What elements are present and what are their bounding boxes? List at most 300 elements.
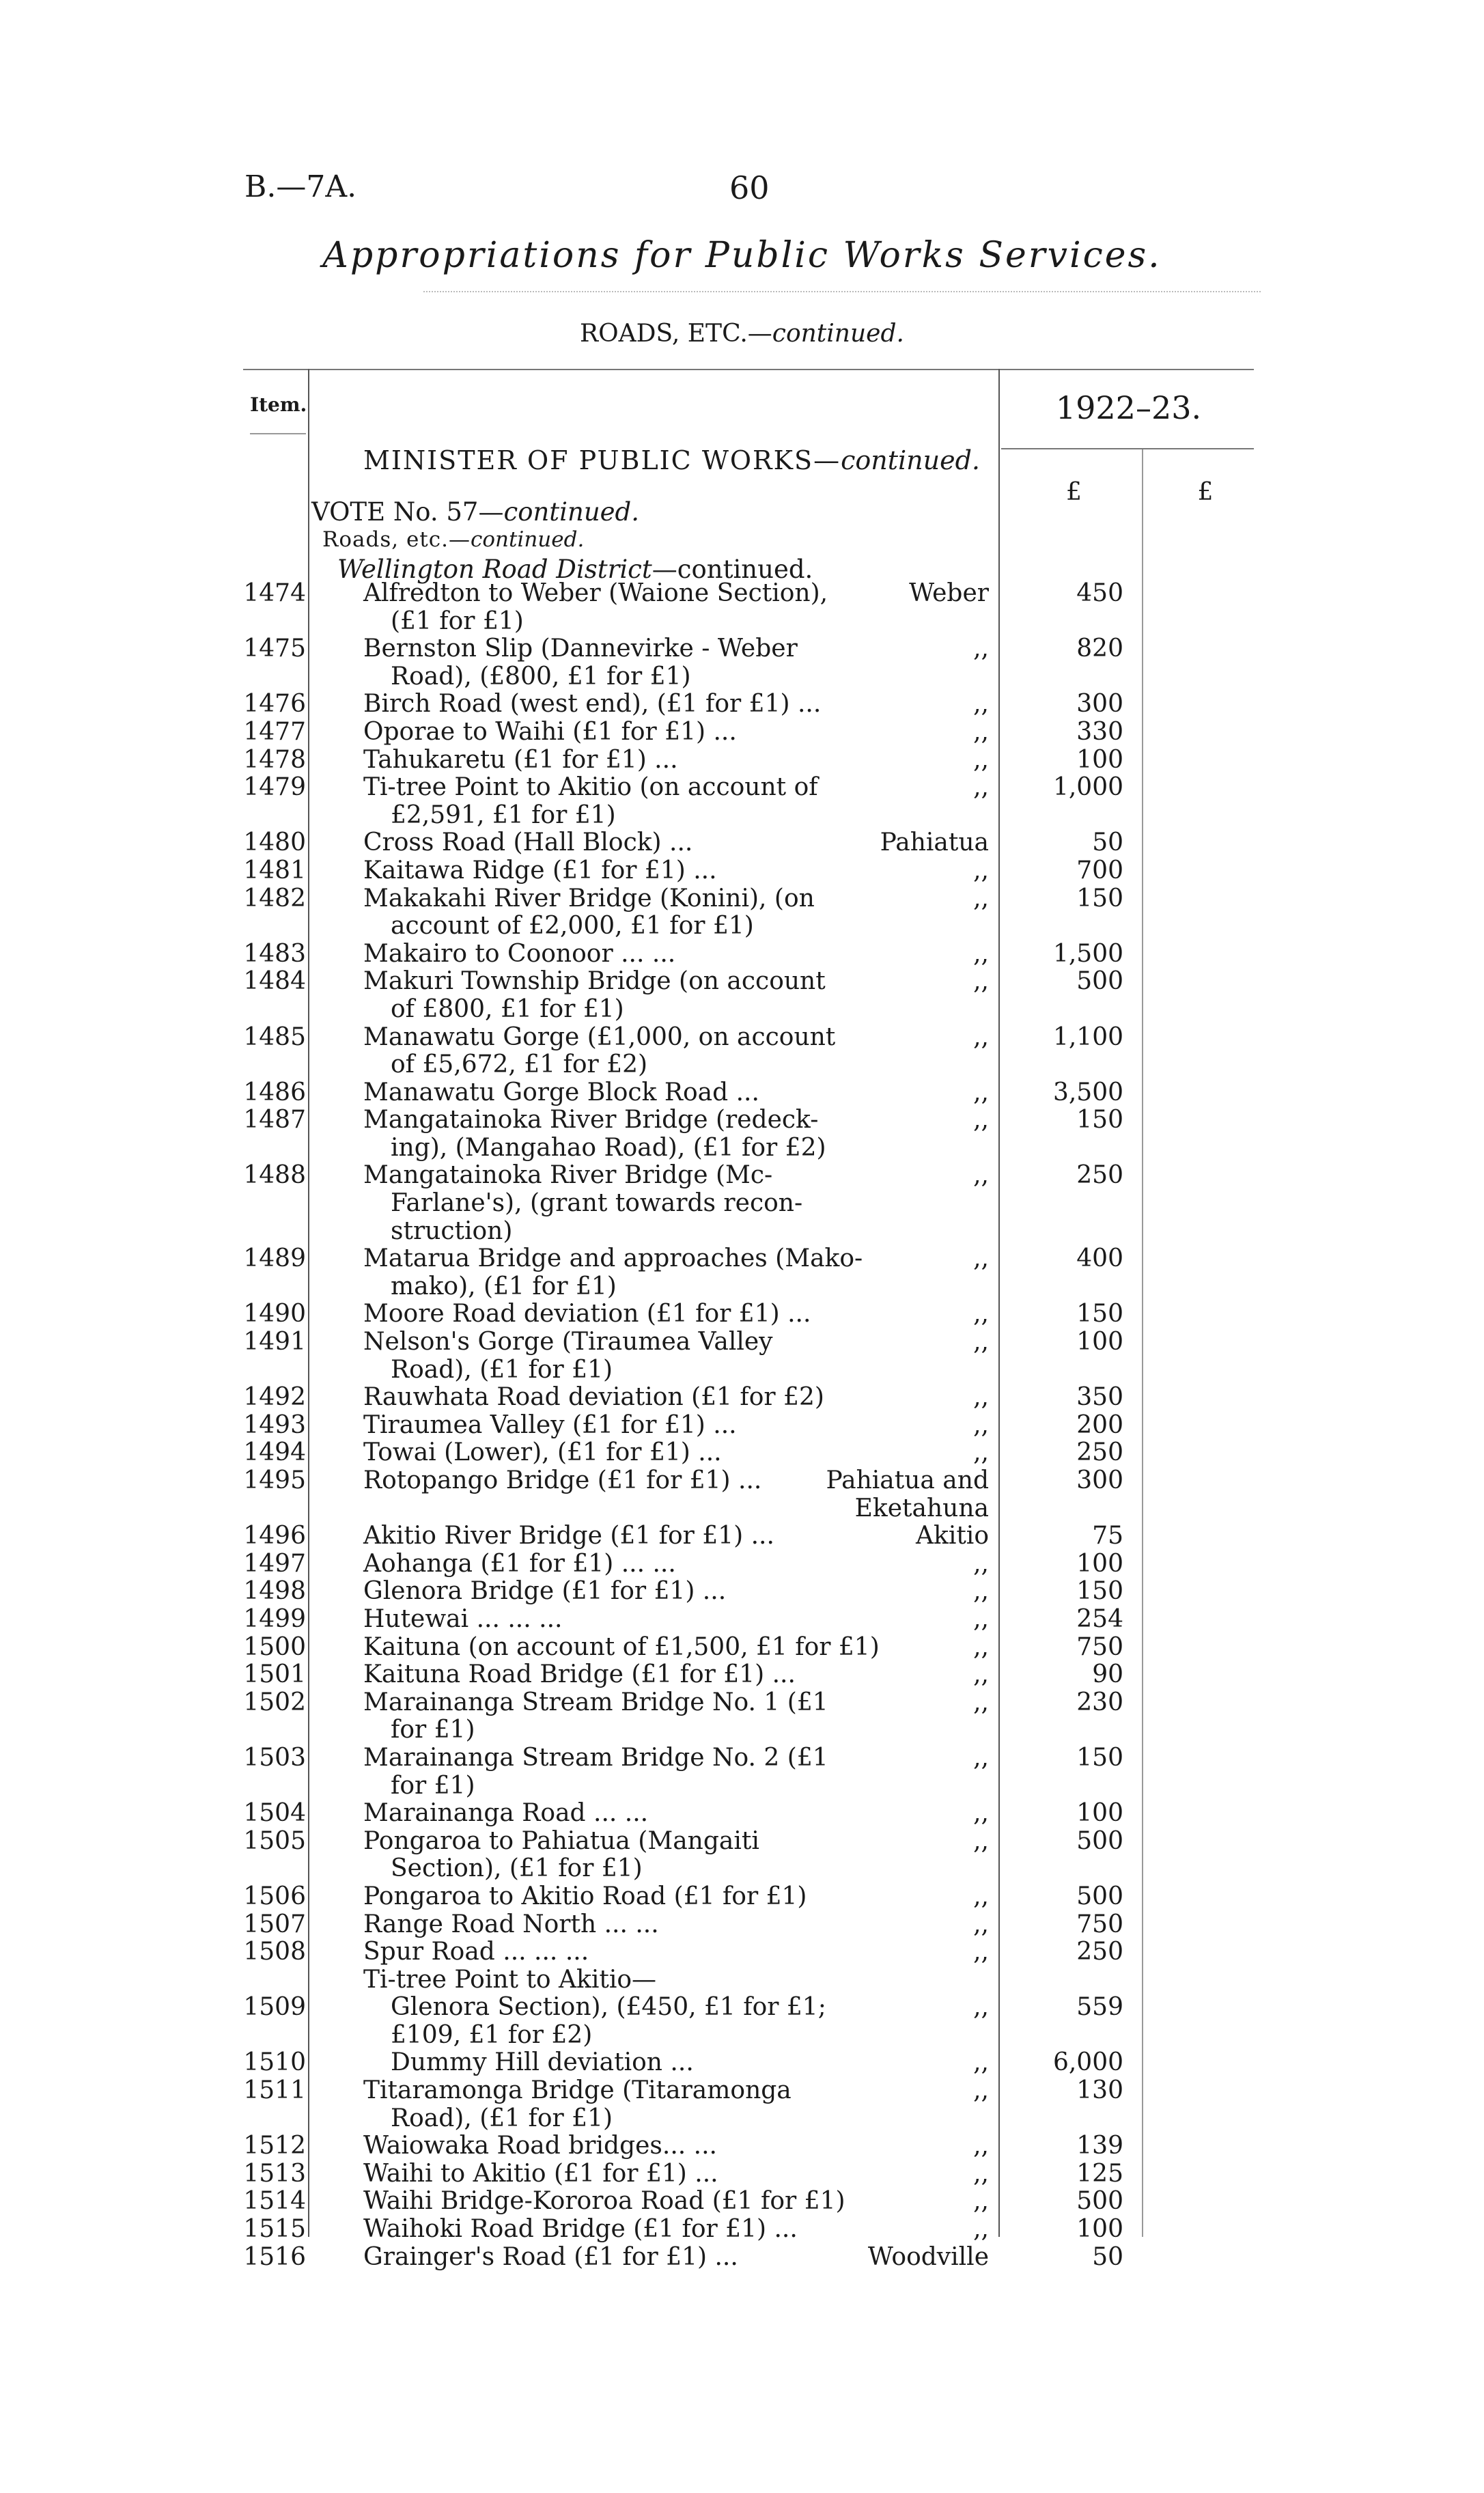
- road-district: [813, 580, 989, 608]
- item-description: [363, 1883, 843, 1911]
- currency-header-1: £: [1066, 478, 1082, 506]
- section-title: [0, 320, 1484, 348]
- amount: 3,500: [1052, 1078, 1123, 1106]
- item-description: [363, 2049, 843, 2077]
- item-number: 1509: [243, 1993, 306, 2022]
- description-line: Ti-tree Point to Akitio (on account of: [363, 773, 818, 802]
- district-line: ,,: [973, 635, 989, 663]
- district-line: ,,: [973, 2187, 989, 2216]
- item-number: 1501: [243, 1660, 306, 1689]
- description-line: Marainanga Stream Bridge No. 1 (£1: [363, 1688, 828, 1716]
- table-row: [0, 1994, 1484, 2049]
- amount: 150: [1076, 1743, 1123, 1772]
- description-line: Nelson's Gorge (Tiraumea Valley: [363, 1328, 773, 1356]
- district-line: ,,: [973, 856, 989, 885]
- road-district: [813, 829, 989, 857]
- amount: 250: [1076, 1438, 1123, 1467]
- description-line: Road), (£1 for £1): [391, 2104, 613, 2132]
- road-district: [813, 1744, 989, 1772]
- amount: 330: [1076, 717, 1123, 746]
- roads-subheading: [322, 527, 584, 552]
- item-description: [363, 719, 843, 747]
- item-number: 1487: [243, 1106, 306, 1134]
- item-description: [363, 1938, 843, 1966]
- table-row: [0, 747, 1484, 775]
- table-row: [0, 1578, 1484, 1606]
- road-district: [813, 1689, 989, 1717]
- item-number: 1483: [243, 939, 306, 968]
- description-line: Kaituna (on account of £1,500, £1 for £1): [363, 1632, 880, 1661]
- page-number: 60: [729, 169, 770, 206]
- description-line: mako), (£1 for £1): [391, 1272, 617, 1300]
- item-header-rule: [250, 433, 306, 434]
- table-row: [0, 635, 1484, 691]
- description-line: of £5,672, £1 for £2): [391, 1050, 648, 1079]
- minister-heading-main: MINISTER OF PUBLIC WORKS—: [363, 445, 841, 475]
- district-line: ,,: [973, 1438, 989, 1467]
- item-description: [363, 1522, 843, 1550]
- description-line: Akitio River Bridge (£1 for £1) ...: [363, 1522, 774, 1550]
- description-line: Titaramonga Bridge (Titaramonga: [363, 2076, 792, 2105]
- road-district: [813, 2244, 989, 2272]
- amount: 250: [1076, 1938, 1123, 1966]
- item-description: [363, 857, 843, 885]
- road-district: [813, 747, 989, 775]
- item-description: [363, 1079, 843, 1107]
- road-district: [813, 2132, 989, 2160]
- table-row: [0, 1328, 1484, 1384]
- amount: 700: [1076, 856, 1123, 885]
- title-divider: [423, 291, 1261, 292]
- description-line: Hutewai ... ... ...: [363, 1604, 563, 1633]
- description-line: Section), (£1 for £1): [391, 1854, 643, 1883]
- description-line: Range Road North ... ...: [363, 1910, 659, 1938]
- road-district: [813, 1079, 989, 1107]
- amount: 350: [1076, 1383, 1123, 1412]
- district-line: ,,: [973, 1022, 989, 1051]
- description-line: Glenora Bridge (£1 for £1) ...: [363, 1577, 727, 1606]
- item-description: [363, 1467, 843, 1495]
- amount: 100: [1076, 1799, 1123, 1828]
- item-description: [363, 1606, 843, 1634]
- item-description: [363, 1162, 843, 1245]
- road-district: [813, 1245, 989, 1273]
- amount: 400: [1076, 1244, 1123, 1273]
- item-description: [363, 2188, 843, 2216]
- description-line: Birch Road (west end), (£1 for £1) ...: [363, 690, 822, 719]
- amount: 450: [1076, 579, 1123, 607]
- table-row: [0, 2049, 1484, 2077]
- amount: 50: [1092, 828, 1123, 857]
- amount: 250: [1076, 1161, 1123, 1190]
- road-district: [813, 2049, 989, 2077]
- item-description: [363, 1024, 843, 1079]
- amount: 500: [1076, 1882, 1123, 1910]
- item-description: [363, 1632, 880, 1662]
- amount: 6,000: [1052, 2048, 1123, 2077]
- district-line: ,,: [973, 1993, 989, 2022]
- district-line: ,,: [973, 884, 989, 913]
- item-number: 1489: [243, 1244, 306, 1273]
- road-district: [813, 1439, 989, 1467]
- description-line: Road), (£1 for £1): [391, 1355, 613, 1384]
- item-number: 1476: [243, 690, 306, 719]
- item-number: 1513: [243, 2159, 306, 2188]
- item-number: 1503: [243, 1743, 306, 1772]
- item-number: 1488: [243, 1161, 306, 1190]
- minister-heading-continued: continued.: [841, 445, 980, 475]
- amount: 139: [1076, 2132, 1123, 2160]
- road-district: [813, 2216, 989, 2244]
- item-description: [363, 2244, 843, 2272]
- road-district: [813, 1550, 989, 1578]
- vote-heading-main: VOTE No. 57—: [311, 497, 504, 527]
- item-number: 1478: [243, 745, 306, 774]
- amount: 150: [1076, 1106, 1123, 1134]
- document-code: B.—7A.: [244, 169, 357, 204]
- road-district: [813, 1828, 989, 1856]
- table-row: [0, 1300, 1484, 1328]
- table-row: [0, 1384, 1484, 1412]
- item-number: 1515: [243, 2215, 306, 2244]
- item-description: [363, 1994, 843, 2049]
- item-number: 1511: [243, 2076, 306, 2105]
- description-line: Rotopango Bridge (£1 for £1) ...: [363, 1466, 762, 1495]
- description-line: Manawatu Gorge Block Road ...: [363, 1078, 759, 1106]
- amount: 100: [1076, 1328, 1123, 1356]
- amount: 254: [1076, 1604, 1123, 1633]
- district-line: ,,: [973, 967, 989, 996]
- table-row: [0, 1911, 1484, 1939]
- road-district: [813, 941, 989, 969]
- district-line: ,,: [973, 1549, 989, 1578]
- amount: 1,500: [1052, 939, 1123, 968]
- description-line: Pongaroa to Akitio Road (£1 for £1): [363, 1882, 807, 1910]
- district-line: ,,: [973, 1410, 989, 1439]
- item-description: [363, 1966, 843, 1994]
- description-line: Kaitawa Ridge (£1 for £1) ...: [363, 856, 717, 885]
- description-line: Makuri Township Bridge (on account: [363, 967, 826, 996]
- table-row: [0, 774, 1484, 829]
- appropriations-table-body: [0, 580, 1484, 2271]
- description-line: Waiowaka Road bridges... ...: [363, 2132, 717, 2160]
- district-line: Eketahuna: [854, 1494, 989, 1522]
- district-line: ,,: [973, 717, 989, 746]
- table-row: [0, 1966, 1484, 1994]
- item-number: 1502: [243, 1688, 306, 1716]
- description-line: ing), (Mangahao Road), (£1 for £2): [391, 1133, 826, 1162]
- district-line: ,,: [973, 2132, 989, 2160]
- description-line: Aohanga (£1 for £1) ... ...: [363, 1549, 676, 1578]
- item-description: [363, 774, 843, 829]
- description-line: Marainanga Stream Bridge No. 2 (£1: [363, 1743, 828, 1772]
- district-line: ,,: [973, 1826, 989, 1855]
- amount: 820: [1076, 635, 1123, 663]
- description-line: (£1 for £1): [391, 607, 524, 635]
- road-district: [813, 1467, 989, 1522]
- item-number: 1514: [243, 2187, 306, 2216]
- road-district: [813, 1328, 989, 1356]
- description-line: Ti-tree Point to Akitio—: [363, 1965, 657, 1994]
- vote-heading-continued: continued.: [503, 497, 640, 527]
- roads-subheading-continued: continued.: [470, 527, 585, 552]
- item-number: 1493: [243, 1410, 306, 1439]
- item-description: [363, 885, 843, 941]
- item-description: [363, 2077, 843, 2132]
- table-row: [0, 857, 1484, 885]
- item-description: [363, 829, 843, 857]
- table-row: [0, 885, 1484, 941]
- item-description: [363, 1244, 863, 1300]
- description-line: Matarua Bridge and approaches (Mako-: [363, 1244, 863, 1273]
- table-row: [0, 2132, 1484, 2160]
- amount: 300: [1076, 690, 1123, 719]
- amount: 100: [1076, 745, 1123, 774]
- description-line: Rauwhata Road deviation (£1 for £2): [363, 1383, 824, 1412]
- amount: 200: [1076, 1410, 1123, 1439]
- amount: 125: [1076, 2159, 1123, 2188]
- item-number: 1504: [243, 1799, 306, 1828]
- description-line: Cross Road (Hall Block) ...: [363, 828, 693, 857]
- amount: 150: [1076, 1577, 1123, 1606]
- district-line: ,,: [973, 2215, 989, 2244]
- description-line: Waihi to Akitio (£1 for £1) ...: [363, 2159, 718, 2188]
- road-district: [813, 1800, 989, 1828]
- district-line: ,,: [973, 1910, 989, 1938]
- item-description: [363, 1300, 843, 1328]
- item-description: [363, 2216, 843, 2244]
- district-heading-continued: —continued.: [652, 555, 813, 584]
- item-description: [363, 1578, 843, 1606]
- description-line: of £800, £1 for £1): [391, 994, 624, 1023]
- item-number: 1475: [243, 635, 306, 663]
- amount: 230: [1076, 1688, 1123, 1716]
- road-district: [813, 1106, 989, 1134]
- road-district: [813, 2188, 989, 2216]
- item-number: 1491: [243, 1328, 306, 1356]
- road-district: [813, 1994, 989, 2022]
- description-line: Glenora Section), (£450, £1 for £1;: [391, 1993, 826, 2022]
- table-row: [0, 1024, 1484, 1079]
- item-description: [363, 635, 843, 691]
- amount: 750: [1076, 1632, 1123, 1661]
- road-district: [813, 1412, 989, 1440]
- road-district: [813, 2077, 989, 2105]
- item-description: [363, 1911, 843, 1939]
- description-line: £2,591, £1 for £1): [391, 800, 616, 829]
- district-line: Woodville: [867, 2242, 989, 2271]
- road-district: [813, 885, 989, 913]
- road-district: [813, 1300, 989, 1328]
- district-line: ,,: [973, 1244, 989, 1273]
- section-title-continued: continued.: [772, 320, 904, 348]
- table-row: [0, 829, 1484, 857]
- description-line: Farlane's), (grant towards recon-: [391, 1189, 803, 1218]
- item-number: 1512: [243, 2132, 306, 2160]
- amount: 50: [1092, 2242, 1123, 2271]
- description-line: Kaituna Road Bridge (£1 for £1) ...: [363, 1660, 796, 1689]
- table-row: [0, 1439, 1484, 1467]
- item-number: 1492: [243, 1383, 306, 1412]
- item-description: [363, 1661, 843, 1689]
- description-line: Tiraumea Valley (£1 for £1) ...: [363, 1410, 737, 1439]
- district-line: ,,: [973, 2159, 989, 2188]
- description-line: Grainger's Road (£1 for £1) ...: [363, 2242, 738, 2271]
- district-line: ,,: [973, 745, 989, 774]
- description-line: for £1): [391, 1716, 475, 1744]
- table-row: [0, 968, 1484, 1023]
- district-line: ,,: [973, 1106, 989, 1134]
- description-line: account of £2,000, £1 for £1): [391, 912, 754, 941]
- table-row: [0, 1634, 1484, 1662]
- table-row: [0, 1689, 1484, 1744]
- description-line: Waihoki Road Bridge (£1 for £1) ...: [363, 2215, 798, 2244]
- item-description: [363, 1744, 843, 1800]
- item-description: [363, 968, 843, 1023]
- table-row: [0, 1245, 1484, 1300]
- item-number: 1486: [243, 1078, 306, 1106]
- item-number: 1516: [243, 2242, 306, 2271]
- table-row: [0, 691, 1484, 719]
- table-row: [0, 1079, 1484, 1107]
- district-line: ,,: [973, 1938, 989, 1966]
- table-row: [0, 1522, 1484, 1550]
- district-line: ,,: [973, 1604, 989, 1633]
- amount: 150: [1076, 884, 1123, 913]
- description-line: £109, £1 for £2): [391, 2020, 593, 2049]
- item-number: 1494: [243, 1438, 306, 1467]
- road-district: [813, 1938, 989, 1966]
- road-district: [813, 691, 989, 719]
- item-description: [363, 747, 843, 775]
- item-column-header: Item.: [250, 393, 307, 416]
- item-number: 1510: [243, 2048, 306, 2077]
- table-row: [0, 1661, 1484, 1689]
- district-line: Pahiatua: [880, 828, 989, 857]
- district-line: ,,: [973, 1688, 989, 1716]
- road-district: [813, 1024, 989, 1052]
- vote-heading: [311, 497, 639, 527]
- road-district: [813, 719, 989, 747]
- district-line: ,,: [973, 1078, 989, 1106]
- item-description: [363, 2160, 843, 2188]
- district-heading-name: Wellington Road District: [337, 555, 652, 584]
- district-line: ,,: [973, 1632, 989, 1661]
- table-row: [0, 2160, 1484, 2188]
- district-line: ,,: [973, 690, 989, 719]
- item-description: [363, 691, 843, 719]
- item-number: 1479: [243, 773, 306, 802]
- item-number: 1498: [243, 1577, 306, 1606]
- item-number: 1499: [243, 1604, 306, 1633]
- item-number: 1482: [243, 884, 306, 913]
- description-line: struction): [391, 1216, 513, 1245]
- item-number: 1490: [243, 1300, 306, 1328]
- amount: 75: [1092, 1522, 1123, 1550]
- road-district: [813, 1661, 989, 1689]
- item-description: [363, 1106, 843, 1162]
- road-district: [813, 635, 989, 663]
- district-line: ,,: [973, 1328, 989, 1356]
- amount: 90: [1092, 1660, 1123, 1689]
- amount: 1,100: [1052, 1022, 1123, 1051]
- item-description: [363, 1384, 843, 1412]
- description-line: Moore Road deviation (£1 for £1) ...: [363, 1300, 811, 1328]
- district-line: Pahiatua and: [826, 1466, 989, 1495]
- item-description: [363, 1689, 843, 1744]
- table-row: [0, 1883, 1484, 1911]
- district-line: ,,: [973, 1300, 989, 1328]
- item-description: [363, 580, 843, 635]
- description-line: Marainanga Road ... ...: [363, 1799, 649, 1828]
- amount: 1,000: [1052, 773, 1123, 802]
- road-district: [813, 1578, 989, 1606]
- item-description: [363, 1328, 843, 1384]
- description-line: Road), (£800, £1 for £1): [391, 662, 691, 691]
- table-row: [0, 719, 1484, 747]
- table-row: [0, 2188, 1484, 2216]
- district-line: ,,: [973, 2076, 989, 2105]
- minister-heading: [363, 445, 980, 475]
- item-number: 1477: [243, 717, 306, 746]
- road-district: [813, 774, 989, 802]
- item-number: 1485: [243, 1022, 306, 1051]
- road-district: [813, 1634, 989, 1662]
- year-header-rule: [1001, 448, 1254, 449]
- road-district: [813, 1522, 989, 1550]
- table-row: [0, 2216, 1484, 2244]
- description-line: Waihi Bridge-Kororoa Road (£1 for £1): [363, 2187, 845, 2216]
- table-row: [0, 1467, 1484, 1522]
- item-description: [363, 941, 843, 969]
- item-number: 1500: [243, 1632, 306, 1661]
- page-title: Appropriations for Public Works Services.: [322, 235, 1162, 276]
- item-number: 1497: [243, 1549, 306, 1578]
- section-title-main: ROADS, ETC.—: [580, 320, 772, 348]
- table-row: [0, 1828, 1484, 1883]
- table-row: [0, 1162, 1484, 1245]
- item-description: [363, 2132, 843, 2160]
- item-description: [363, 1412, 843, 1440]
- amount: 750: [1076, 1910, 1123, 1938]
- district-line: ,,: [973, 939, 989, 968]
- table-row: [0, 1938, 1484, 1966]
- district-line: Weber: [909, 579, 989, 607]
- amount: 100: [1076, 2215, 1123, 2244]
- item-number: 1496: [243, 1522, 306, 1550]
- table-row: [0, 580, 1484, 635]
- amount: 559: [1076, 1993, 1123, 2022]
- amount: 130: [1076, 2076, 1123, 2105]
- district-line: Akitio: [916, 1522, 989, 1550]
- table-row: [0, 1744, 1484, 1800]
- road-district: [813, 1911, 989, 1939]
- road-district: [813, 1606, 989, 1634]
- table-row: [0, 2077, 1484, 2132]
- district-line: ,,: [973, 1743, 989, 1772]
- item-number: 1507: [243, 1910, 306, 1938]
- district-line: ,,: [973, 1383, 989, 1412]
- description-line: Towai (Lower), (£1 for £1) ...: [363, 1438, 722, 1467]
- amount: 100: [1076, 1549, 1123, 1578]
- district-line: ,,: [973, 1577, 989, 1606]
- amount: 150: [1076, 1300, 1123, 1328]
- item-number: 1484: [243, 967, 306, 996]
- amount: 500: [1076, 1826, 1123, 1855]
- description-line: Mangatainoka River Bridge (Mc-: [363, 1161, 773, 1190]
- table-row: [0, 1412, 1484, 1440]
- table-row: [0, 2244, 1484, 2272]
